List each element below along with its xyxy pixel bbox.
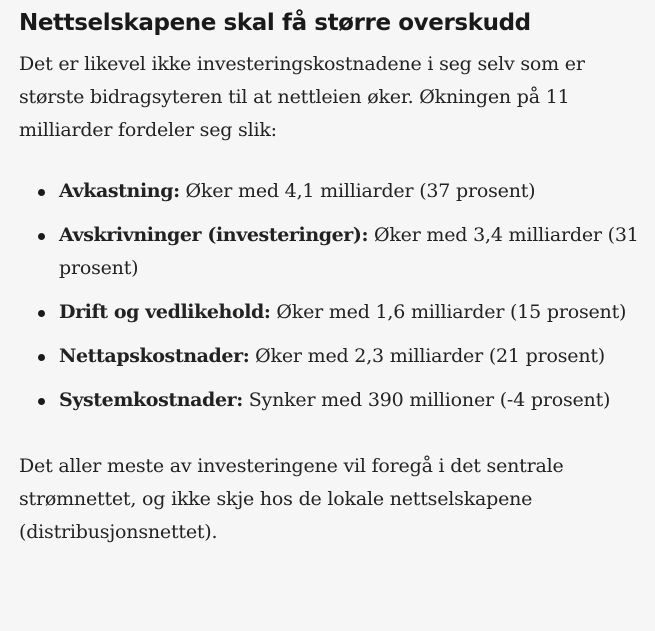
item-text: Synker med 390 millioner (-4 prosent) xyxy=(242,389,611,411)
cost-breakdown-list xyxy=(19,175,655,417)
bullet-icon xyxy=(38,354,45,361)
item-label: Avkastning: xyxy=(59,180,180,202)
outro-paragraph: Det aller meste av investeringene vil foregå i det sentrale strømnettet, og ikke skje hos de lokale nettselskapene (distribusjonsnettet). xyxy=(19,455,564,543)
item-label: Drift og vedlikehold: xyxy=(59,301,271,323)
item-text: Øker med 2,3 milliarder (21 prosent) xyxy=(249,345,606,367)
bullet-icon xyxy=(38,233,45,240)
item-label: Avskrivninger (investeringer): xyxy=(59,224,369,246)
bullet-icon xyxy=(38,310,45,317)
bullet-icon xyxy=(38,398,45,405)
section-heading: Nettselskapene skal få større overskudd xyxy=(19,10,531,36)
intro-paragraph: Det er likevel ikke investeringskostnadene i seg selv som er største bidragsyteren til at nettleien øker. Økningen på 11 milliarder fordeler seg slik: xyxy=(19,53,585,141)
list-item-drift xyxy=(19,296,649,329)
item-text: Øker med 3,4 milliarder (31 prosent) xyxy=(59,224,639,279)
bullet-icon xyxy=(38,189,45,196)
list-item-avkastning xyxy=(19,175,649,208)
item-label: Nettapskostnader: xyxy=(59,345,250,367)
list-item-system xyxy=(19,384,649,417)
item-text: Øker med 4,1 milliarder (37 prosent) xyxy=(179,180,536,202)
item-text: Øker med 1,6 milliarder (15 prosent) xyxy=(270,301,627,323)
item-label: Systemkostnader: xyxy=(59,389,243,411)
list-item-avskrivninger xyxy=(19,219,649,285)
list-item-nettap xyxy=(19,340,649,373)
